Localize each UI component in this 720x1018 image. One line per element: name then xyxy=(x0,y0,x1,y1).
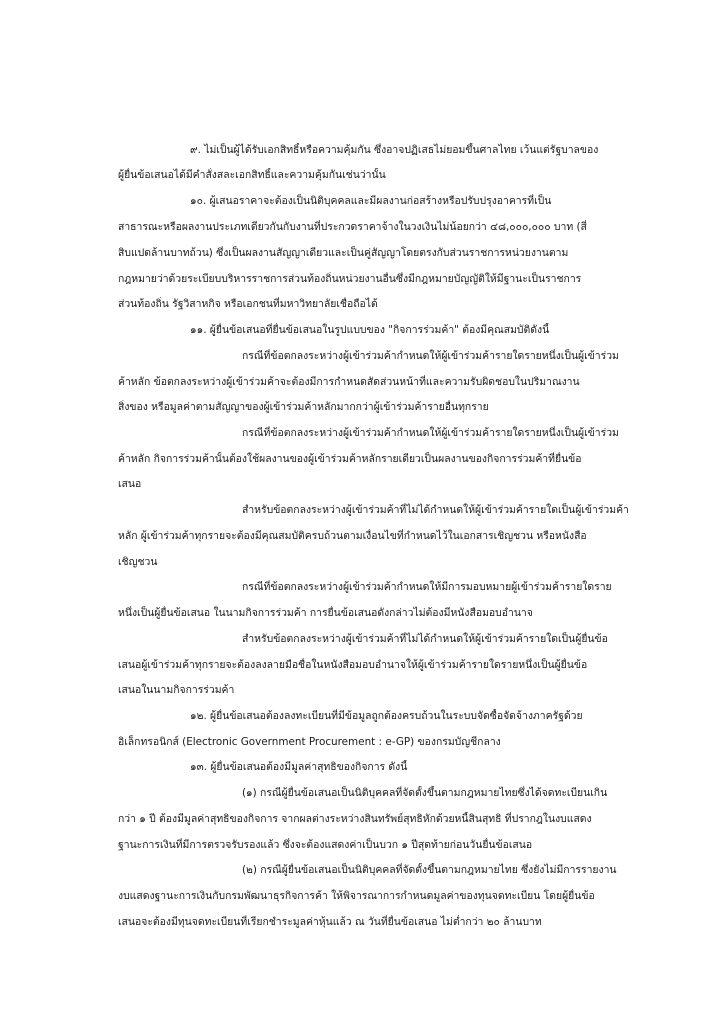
text-line: หนึ่งเป็นผู้ยื่นข้อเสนอ ในนามกิจการร่วมค้า การยื่นข้อเสนอดังกล่าวไม่ต้องมีหนังสือมอบอำนาจ xyxy=(118,607,533,619)
text-line: อิเล็กทรอนิกส์ (Electronic Government Procurement : e-GP) ของกรมบัญชีกลาง xyxy=(118,736,501,748)
text-line: ๑๑. ผู้ยื่นข้อเสนอที่ยื่นข้อเสนอในรูปแบบของ "กิจการร่วมค้า" ต้องมีคุณสมบัติดังนี้ xyxy=(190,324,550,336)
text-line: ๙. ไม่เป็นผู้ได้รับเอกสิทธิ์หรือความคุ้มกัน ซึ่งอาจปฏิเสธไม่ยอมขึ้นศาลไทย เว้นแต่รัฐบาลของ xyxy=(190,144,599,156)
text-line: ค้าหลัก ข้อตกลงระหว่างผู้เข้าร่วมค้าจะต้องมีการกำหนดสัดส่วนหน้าที่และความรับผิดชอบในปริมาณงาน xyxy=(118,376,580,388)
text-line: หลัก ผู้เข้าร่วมค้าทุกรายจะต้องมีคุณสมบัติครบถ้วนตามเงื่อนไขที่กำหนดไว้ในเอกสารเชิญชวน หรือหนังสือ xyxy=(118,530,587,542)
text-line: เสนอจะต้องมีทุนจดทะเบียนที่เรียกชำระมูลค่าหุ้นแล้ว ณ วันที่ยื่นข้อเสนอ ไม่ต่ำกว่า ๒๐ ล้านบาท xyxy=(118,916,542,928)
text-line: เสนอในนามกิจการร่วมค้า xyxy=(118,684,235,696)
text-line: ๑๐. ผู้เสนอราคาจะต้องเป็นนิติบุคคลและมีผลงานก่อสร้างหรือปรับปรุงอาคารที่เป็น xyxy=(190,195,552,207)
text-line: ค้าหลัก กิจการร่วมค้านั้นต้องใช้ผลงานของผู้เข้าร่วมค้าหลักรายเดียวเป็นผลงานของกิจการร่วมค้าที่ยื่นข้อ xyxy=(118,453,582,465)
text-line: กรณีที่ข้อตกลงระหว่างผู้เข้าร่วมค้ากำหนดให้ผู้เข้าร่วมค้ารายใดรายหนึ่งเป็นผู้เข้าร่วม xyxy=(242,350,619,362)
text-line: (๒) กรณีผู้ยื่นข้อเสนอเป็นนิติบุคคลที่จัดตั้งขึ้นตามกฎหมายไทย ซึ่งยังไม่มีการรายงาน xyxy=(242,864,617,876)
text-line: ส่วนท้องถิ่น รัฐวิสาหกิจ หรือเอกชนที่มหาวิทยาลัยเชื่อถือได้ xyxy=(118,298,378,310)
text-line: กฎหมายว่าด้วยระเบียบบริหารราชการส่วนท้องถิ่นหน่วยงานอื่นซึ่งมีกฎหมายบัญญัติให้มีฐานะเป็นราชการ xyxy=(118,273,582,285)
text-line: เสนอผู้เข้าร่วมค้าทุกรายจะต้องลงลายมือชื่อในหนังสือมอบอำนาจให้ผู้เข้าร่วมค้ารายใดรายหนึ่งเป็นผู้ยื่นข้อ xyxy=(118,659,588,671)
text-line: สำหรับข้อตกลงระหว่างผู้เข้าร่วมค้าที่ไม่ได้กำหนดให้ผู้เข้าร่วมค้ารายใดเป็นผู้เข้าร่วมค้า xyxy=(242,504,629,516)
text-line: กรณีที่ข้อตกลงระหว่างผู้เข้าร่วมค้ากำหนดให้ผู้เข้าร่วมค้ารายใดรายหนึ่งเป็นผู้เข้าร่วม xyxy=(242,427,619,439)
text-line: ฐานะการเงินที่มีการตรวจรับรองแล้ว ซึ่งจะต้องแสดงค่าเป็นบวก ๑ ปีสุดท้ายก่อนวันยื่นข้อเสนอ xyxy=(118,839,533,851)
text-line: ผู้ยื่นข้อเสนอได้มีคำสั่งสละเอกสิทธิ์และความคุ้มกันเช่นว่านั้น xyxy=(118,169,386,181)
text-line: ๑๓. ผู้ยื่นข้อเสนอต้องมีมูลค่าสุทธิของกิจการ ดังนี้ xyxy=(190,761,408,773)
text-line: เสนอ xyxy=(118,478,142,490)
text-line: งบแสดงฐานะการเงินกับกรมพัฒนาธุรกิจการค้า ให้พิจารณาการกำหนดมูลค่าของทุนจดทะเบียน โดยผู้ยื่นข้อ xyxy=(118,890,595,902)
text-line: สำหรับข้อตกลงระหว่างผู้เข้าร่วมค้าที่ไม่ได้กำหนดให้ผู้เข้าร่วมค้ารายใดเป็นผู้ยื่นข้อ xyxy=(242,633,608,645)
text-line: เชิญชวน xyxy=(118,556,158,568)
text-line: กว่า ๑ ปี ต้องมีมูลค่าสุทธิของกิจการ จากผลต่างระหว่างสินทรัพย์สุทธิหักด้วยหนี้สินสุทธิ ที่ปรากฎในงบแสดง xyxy=(118,813,592,825)
text-line: สาธารณะหรือผลงานประเภทเดียวกันกับงานที่ประกวดราคาจ้างในวงเงินไม่น้อยกว่า ๔๘,๐๐๐,๐๐๐ บาท (สี่ xyxy=(118,221,587,233)
text-line: สิบแปดล้านบาทถ้วน) ซึ่งเป็นผลงานสัญญาเดียวและเป็นคู่สัญญาโดยตรงกับส่วนราชการหน่วยงานตาม xyxy=(118,247,569,259)
text-line: สิ่งของ หรือมูลค่าตามสัญญาของผู้เข้าร่วมค้าหลักมากกว่าผู้เข้าร่วมค้ารายอื่นทุกราย xyxy=(118,401,489,413)
text-line: ๑๒. ผู้ยื่นข้อเสนอต้องลงทะเบียนที่มีข้อมูลถูกต้องครบถ้วนในระบบจัดซื้อจัดจ้างภาครัฐด้วย xyxy=(190,710,583,722)
text-line: (๑) กรณีผู้ยื่นข้อเสนอเป็นนิติบุคคลที่จัดตั้งขึ้นตามกฎหมายไทยซึ่งได้จดทะเบียนเกิน xyxy=(242,787,608,799)
text-line: กรณีที่ข้อตกลงระหว่างผู้เข้าร่วมค้ากำหนดให้มีการมอบหมายผู้เข้าร่วมค้ารายใดราย xyxy=(242,581,612,593)
